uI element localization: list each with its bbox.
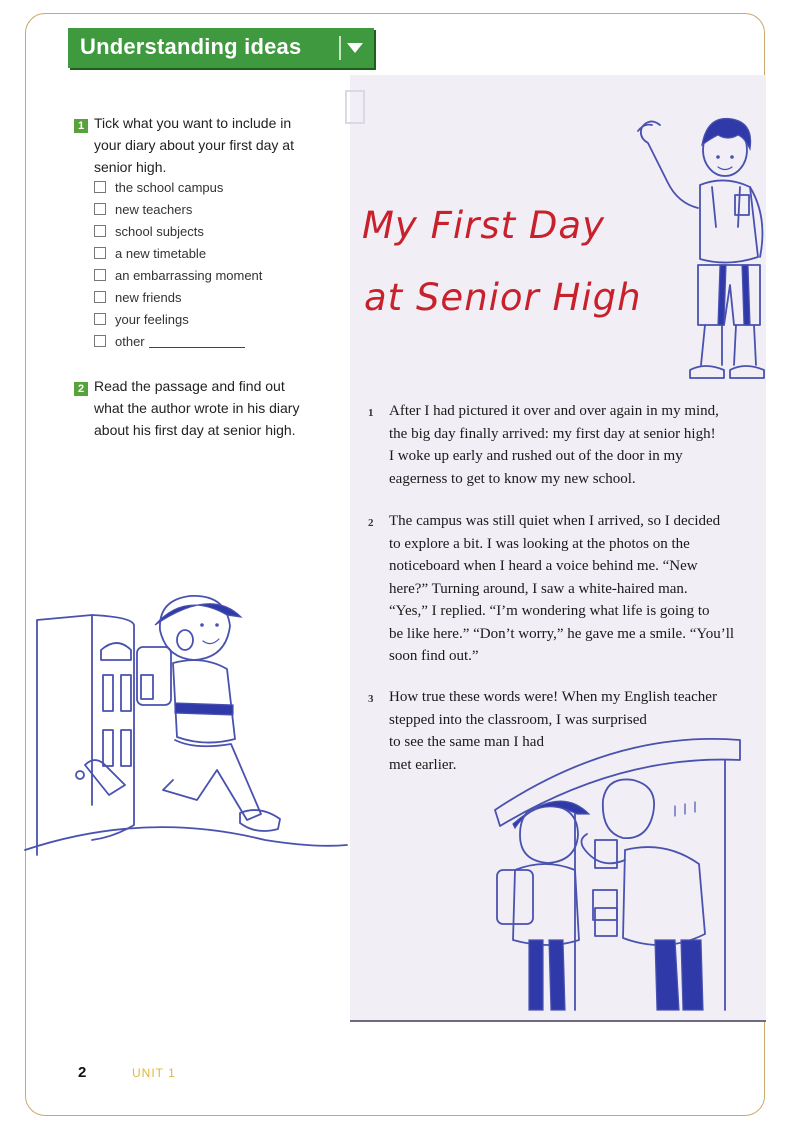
option-label: other xyxy=(115,334,145,349)
paragraph-line: The campus was still quiet when I arrived, so I decided xyxy=(389,513,721,529)
paragraph-1 xyxy=(389,400,719,490)
paragraph-line: be like here.” “Don’t worry,” he gave me a smile. “You’ll xyxy=(389,625,735,642)
paragraph-line: to explore a bit. I was looking at the photos on the xyxy=(389,535,690,552)
paragraph-line: here?” Turning around, I saw a white-haired man. xyxy=(389,580,688,597)
option-label: the school campus xyxy=(115,180,224,195)
section-title: Understanding ideas xyxy=(80,34,302,59)
section-banner[interactable] xyxy=(68,28,374,68)
option-label: your feelings xyxy=(115,312,189,327)
paragraph-line: to see the same man I had xyxy=(389,734,544,750)
paragraph-line: I woke up early and rushed out of the door in my xyxy=(389,448,683,464)
story-title-line-1: My First Day xyxy=(362,204,605,247)
task-2-line: Read the passage and find out xyxy=(94,378,285,394)
option-label: a new timetable xyxy=(115,246,207,261)
option-school-campus[interactable] xyxy=(94,179,223,197)
paragraph-number: 3 xyxy=(368,693,374,705)
option-new-teachers[interactable] xyxy=(94,201,192,219)
checkbox[interactable] xyxy=(94,181,106,193)
option-embarrassing-moment[interactable] xyxy=(94,267,262,285)
background-decoration xyxy=(345,90,365,124)
paragraph-number: 2 xyxy=(368,517,374,529)
task-1-badge: 1 xyxy=(74,119,88,133)
checkbox[interactable] xyxy=(94,225,106,237)
option-school-subjects[interactable] xyxy=(94,223,204,241)
option-new-friends[interactable] xyxy=(94,289,181,307)
checkbox[interactable] xyxy=(94,335,106,347)
paragraph-line: eagerness to get to know my new school. xyxy=(389,470,636,487)
task-1-line: senior high. xyxy=(94,159,167,175)
task-1-line: Tick what you want to include in xyxy=(94,115,292,131)
chevron-down-icon[interactable] xyxy=(347,43,363,53)
task-2-instruction xyxy=(94,375,299,441)
paragraph-line: met earlier. xyxy=(389,756,457,773)
task-2-line: what the author wrote in his diary xyxy=(94,400,300,416)
option-label: new teachers xyxy=(115,202,193,217)
paragraph-number: 1 xyxy=(368,407,374,419)
option-label: new friends xyxy=(115,290,182,305)
unit-label: UNIT 1 xyxy=(132,1066,176,1080)
checkbox[interactable] xyxy=(94,269,106,281)
banner-divider xyxy=(339,36,341,60)
option-your-feelings[interactable] xyxy=(94,311,189,329)
paragraph-line: After I had pictured it over and over again in my mind, xyxy=(389,403,719,419)
paragraph-line: the big day finally arrived: my first day at senior high! xyxy=(389,425,716,442)
task-1-line: your diary about your first day at xyxy=(94,137,294,153)
task-2-line: about his first day at senior high. xyxy=(94,422,296,438)
paragraph-line: stepped into the classroom, I was surprised xyxy=(389,711,647,728)
option-new-timetable[interactable] xyxy=(94,245,206,263)
student-at-door-illustration xyxy=(25,585,355,885)
page-number: 2 xyxy=(78,1064,87,1081)
option-label: an embarrassing moment xyxy=(115,268,263,283)
noticeboard-meeting-illustration xyxy=(485,740,755,1020)
checkbox[interactable] xyxy=(94,247,106,259)
task-1-instruction xyxy=(94,112,294,178)
option-label: school subjects xyxy=(115,224,204,239)
paragraph-line: soon find out.” xyxy=(389,648,479,664)
paragraph-line: “Yes,” I replied. “I’m wondering what life is going to xyxy=(389,603,710,619)
option-other[interactable] xyxy=(94,333,245,351)
paragraph-2 xyxy=(389,510,734,668)
task-2-badge: 2 xyxy=(74,382,88,396)
checkbox[interactable] xyxy=(94,291,106,303)
waving-student-illustration xyxy=(630,115,770,385)
fill-in-blank[interactable] xyxy=(149,335,245,348)
paragraph-line: How true these words were! When my English teacher xyxy=(389,689,717,705)
checkbox[interactable] xyxy=(94,313,106,325)
paragraph-line: noticeboard when I heard a voice behind me. “New xyxy=(389,558,698,574)
checkbox[interactable] xyxy=(94,203,106,215)
story-title-line-2: at Senior High xyxy=(364,276,642,319)
